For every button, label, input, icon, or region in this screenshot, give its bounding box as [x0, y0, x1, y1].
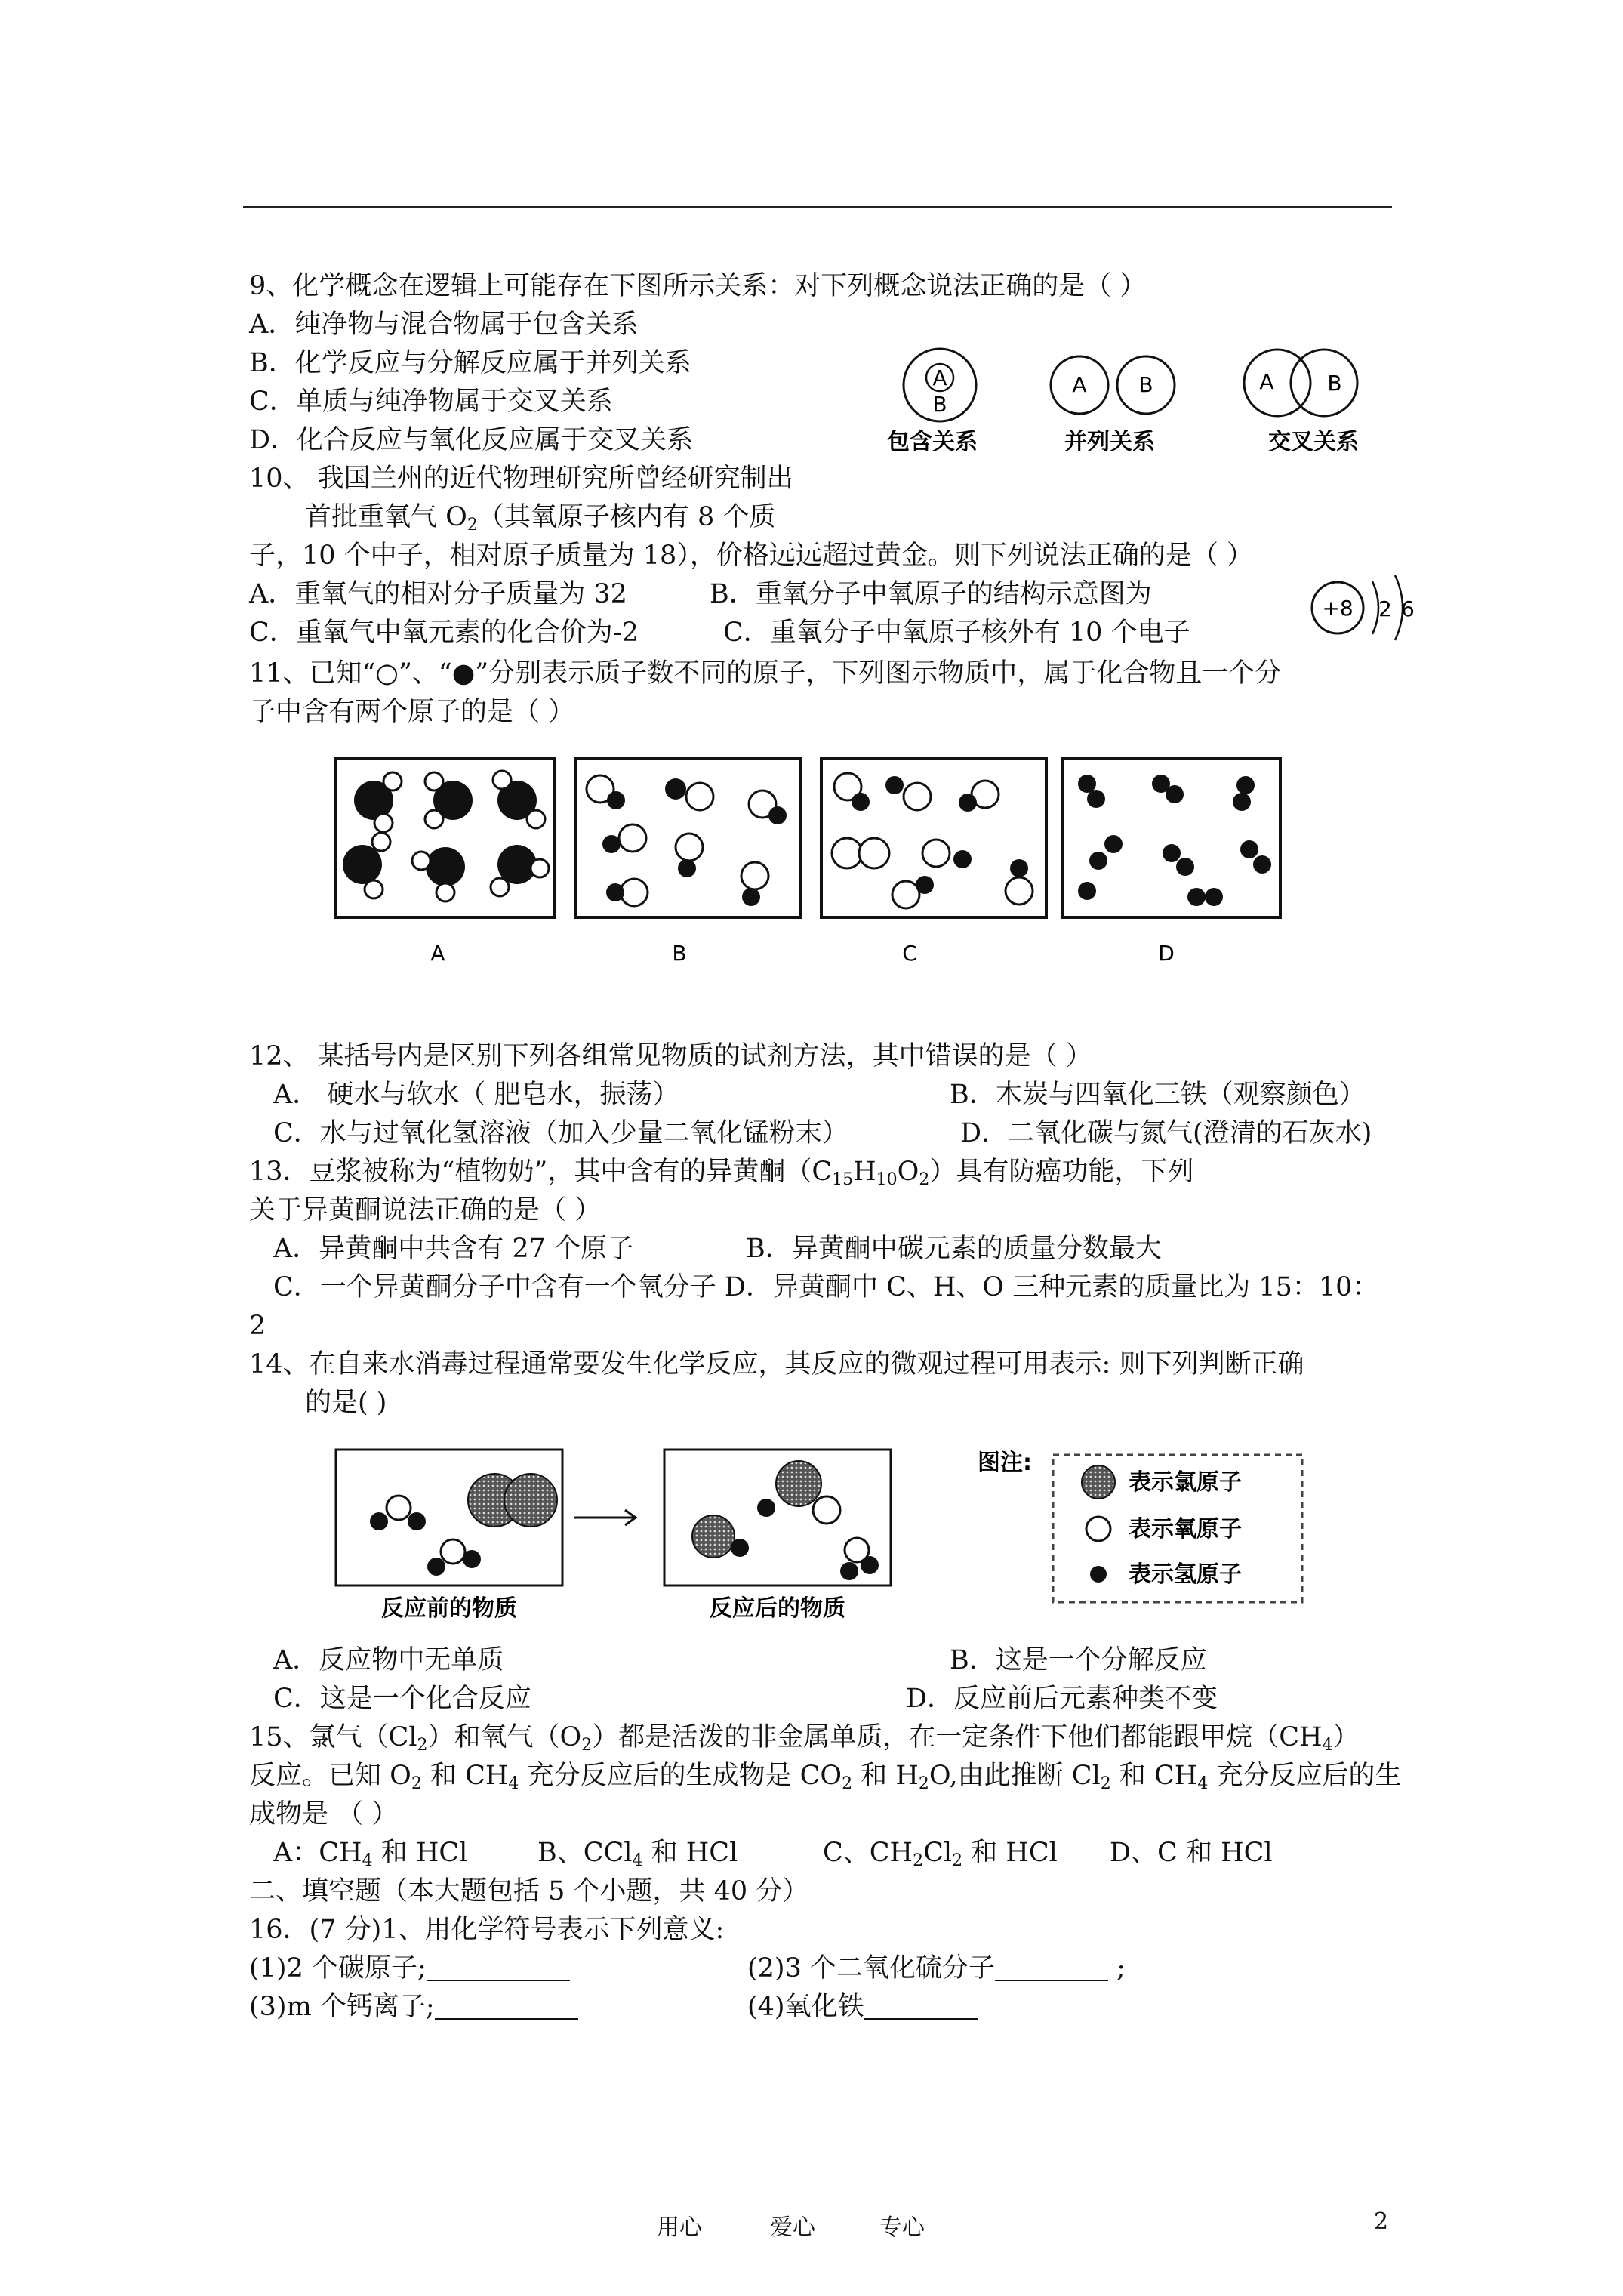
q10-option-b: B．重氧分子中氧原子的结构示意图为 [710, 579, 1152, 609]
oxygen-atom-structure-diagram [1306, 565, 1434, 655]
footer-word-3: 专心 [879, 2214, 925, 2241]
inclusion-diagram [887, 349, 978, 455]
q12-option-d: D．二氧化碳与氮气(澄清的石灰水) [960, 1118, 1372, 1148]
legend-box [978, 1450, 1302, 1602]
q14-option-c: C．这是一个化合反应 [273, 1684, 531, 1714]
q10-option-d: C．重氧分子中氧原子核外有 10 个电子 [723, 618, 1190, 648]
footer-word-1: 用心 [657, 2214, 702, 2241]
q16-answer-blank-3[interactable] [435, 1991, 578, 2020]
parallel-label-b: B [1138, 372, 1153, 397]
q12-stem: 12、 某括号内是区别下列各组常见物质的试剂方法，其中错误的是（ ） [249, 1041, 1092, 1071]
inclusion-label-a: A [932, 365, 947, 390]
reaction-arrow [574, 1510, 636, 1525]
intersect-caption: 交叉关系 [1268, 429, 1359, 455]
q13-line-2: 关于异黄酮说法正确的是（ ） [249, 1195, 602, 1225]
q10-option-a: A．重氧气的相对分子质量为 32 [249, 579, 627, 609]
box-label-b: B [672, 941, 687, 966]
q10-line-3: 子，10 个中子，相对原子质量为 18），价格远远超过黄金。则下列说法正确的是（ ） [249, 541, 1253, 571]
q14-reaction-diagram [332, 1438, 1313, 1627]
intersect-label-a: A [1259, 369, 1274, 394]
q10-line-1: 10、 我国兰州的近代物理研究所曾经研究制出 [249, 464, 793, 494]
q11-line-2: 子中含有两个原子的是（ ） [249, 697, 575, 727]
q16-item-3: (3)m 个钙离子; [249, 1989, 578, 2025]
q16-answer-blank-1[interactable] [427, 1952, 570, 1981]
q16-item-4: (4)氧化铁 [747, 1989, 978, 2025]
intersect-diagram [1244, 350, 1359, 455]
reactants-box [336, 1450, 562, 1622]
q16-item-2: (2)3 个二氧化硫分子 ; [747, 1953, 1126, 1983]
intersect-label-b: B [1327, 371, 1342, 396]
q16-stem: 16．(7 分)1、用化学符号表示下列意义: [249, 1915, 725, 1945]
section-2-heading: 二、填空题（本大题包括 5 个小题，共 40 分） [249, 1876, 809, 1906]
particle-box-d [1063, 759, 1280, 917]
q13-option-cd-continued: 2 [249, 1311, 266, 1341]
q14-option-a: A．反应物中无单质 [273, 1645, 504, 1675]
q13-option-a: A．异黄酮中共含有 27 个原子 [273, 1234, 634, 1264]
before-caption: 反应前的物质 [381, 1595, 517, 1622]
legend-chlorine-label: 表示氯原子 [1129, 1469, 1242, 1496]
q9-stem: 9、化学概念在逻辑上可能存在下图所示关系：对下列概念说法正确的是（ ） [249, 271, 1147, 301]
parallel-caption: 并列关系 [1064, 429, 1155, 455]
q15-option-b: B、CCl$_4$ 和 HCl [537, 1838, 738, 1870]
box-label-c: C [902, 941, 917, 966]
parallel-label-a: A [1072, 372, 1087, 397]
q15-line-2: 反应。已知 $O_2$ 和 $CH_4$ 充分反应后的生成物是 $CO_2$ 和 $H_2O$,由此推断 $Cl_2$ 和 $CH_4$ 充分反应后的生 [249, 1761, 1402, 1793]
q15-line-3: 成物是 （ ） [249, 1799, 399, 1829]
q10-line-2: 首批重氧气 $O_2$（其氧原子核内有 8 个质 [305, 502, 776, 535]
q15-option-d: D、C 和 HCl [1110, 1838, 1273, 1868]
q15-option-c: C、$CH_2Cl_2$ 和 HCl [823, 1838, 1058, 1870]
q13-option-cd: C．一个异黄酮分子中含有一个氧分子 D．异黄酮中 C、H、O 三种元素的质量比为 15：10： [273, 1272, 1379, 1302]
atom-shell-1-count: 2 [1378, 596, 1392, 621]
particle-box-a [336, 759, 555, 917]
footer-word-2: 爱心 [770, 2214, 815, 2241]
legend-hydrogen-label: 表示氢原子 [1129, 1561, 1242, 1588]
parallel-diagram [1051, 356, 1175, 455]
q9-option-b: B．化学反应与分解反应属于并列关系 [249, 348, 691, 378]
q12-option-a: A． 硬水与软水（ 肥皂水，振荡） [273, 1080, 679, 1110]
page-number: 2 [1374, 2208, 1389, 2235]
q10-option-c: C．重氧气中氧元素的化合价为-2 [249, 618, 639, 648]
q9-option-a: A．纯净物与混合物属于包含关系 [249, 310, 639, 340]
q14-option-b: B．这是一个分解反应 [950, 1645, 1207, 1675]
q11-particle-diagram [332, 755, 1283, 974]
atom-shell-2-count: 6 [1401, 596, 1415, 621]
q14-line-1: 14、在自来水消毒过程通常要发生化学反应，其反应的微观过程可用表示: 则下列判断正确 [249, 1349, 1304, 1379]
q15-line-1: 15、氯气$(Cl_2)$和氧气$(O_2)$都是活泼的非金属单质，在一定条件下他们都能跟甲烷$(CH_4)$ [249, 1722, 1360, 1755]
legend-title: 图注: [978, 1450, 1032, 1476]
products-box [664, 1450, 891, 1622]
particle-box-b [575, 759, 800, 917]
q15-option-a: A：$CH_4$ 和 HCl [273, 1838, 468, 1870]
q16-item-1: (1)2 个碳原子; [249, 1950, 570, 1986]
q12-option-b: B．木炭与四氧化三铁（观察颜色） [950, 1080, 1366, 1110]
q12-option-c: C．水与过氧化氢溶液（加入少量二氧化锰粉末） [273, 1118, 848, 1148]
q9-relation-diagram [876, 344, 1389, 476]
atom-nucleus-label: +8 [1322, 596, 1354, 621]
q13-option-b: B．异黄酮中碳元素的质量分数最大 [746, 1234, 1162, 1264]
q11-line-1: 11、已知“○”、“●”分别表示质子数不同的原子，下列图示物质中，属于化合物且一个分 [249, 658, 1282, 689]
q9-option-d: D．化合反应与氧化反应属于交叉关系 [249, 425, 694, 455]
q13-line-1: 13．豆浆被称为“植物奶”，其中含有的异黄酮$(C_{15}H_{10}O_2)$具有防癌功能，下列 [249, 1157, 1194, 1189]
legend-oxygen-label: 表示氧原子 [1129, 1516, 1242, 1542]
box-label-a: A [430, 941, 445, 966]
inclusion-label-b: B [932, 392, 947, 417]
box-label-d: D [1158, 941, 1175, 966]
q16-answer-blank-2[interactable] [995, 1952, 1108, 1981]
after-caption: 反应后的物质 [710, 1595, 845, 1622]
q14-line-2: 的是( ) [305, 1388, 387, 1418]
q14-option-d: D．反应前后元素种类不变 [906, 1684, 1218, 1714]
header-rule [243, 206, 1392, 208]
q9-option-c: C．单质与纯净物属于交叉关系 [249, 387, 613, 417]
q16-answer-blank-4[interactable] [864, 1991, 978, 2020]
inclusion-caption: 包含关系 [887, 429, 978, 455]
particle-box-c [821, 759, 1046, 917]
